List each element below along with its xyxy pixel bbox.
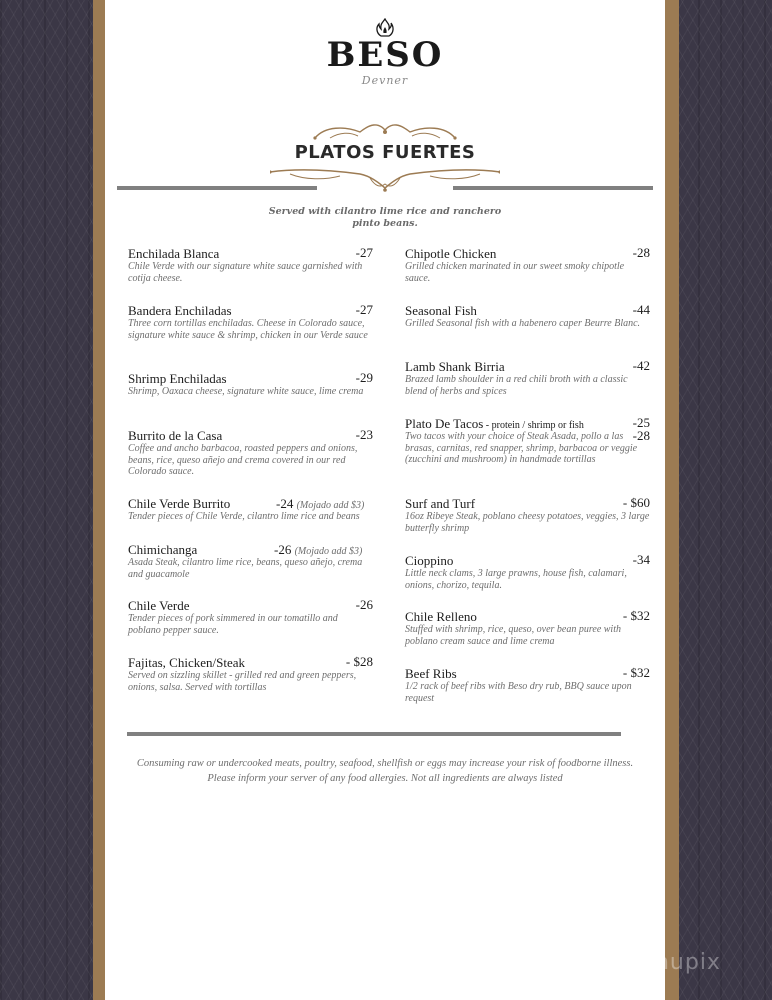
item-description: Tender pieces of Chile Verde, cilantro lime rice and beans xyxy=(128,511,360,522)
menu-item xyxy=(128,303,373,341)
section-subtitle: Served with cilantro lime rice and ranchero pinto beans. xyxy=(268,206,502,229)
item-price: -24 xyxy=(276,496,294,511)
notice-line-2: Please inform your server of any food allergies. Not all ingredients are always listed xyxy=(207,773,563,784)
item-name: Seasonal Fish xyxy=(405,303,477,318)
menu-item xyxy=(405,496,650,534)
item-name: Fajitas, Chicken/Steak xyxy=(128,655,245,670)
item-description: Two tacos with your choice of Steak Asada, pollo a las brasas, carnitas, red snapper, shrimp, barbacoa or veggie (zucchini and mushroom) in handmade tortillas xyxy=(405,431,638,465)
item-name: Lamb Shank Birria xyxy=(405,359,505,374)
item-description: Tender pieces of pork simmered in our tomatillo and poblano pepper sauce. xyxy=(128,613,338,636)
item-name: Bandera Enchiladas xyxy=(128,303,232,318)
menu-item xyxy=(128,428,373,478)
item-description: Coffee and ancho barbacoa, roasted peppers and onions, beans, rice, queso añejo and crema covered in our red Colorado sauce. xyxy=(128,443,358,477)
item-name: Chimichanga xyxy=(128,542,198,557)
menu-item xyxy=(405,553,650,591)
brand-subtitle: Devner xyxy=(361,74,409,87)
menu-item xyxy=(128,246,373,284)
item-name: Burrito de la Casa xyxy=(128,428,223,443)
brand-name: BESO xyxy=(326,35,444,75)
item-name: Enchilada Blanca xyxy=(128,246,220,261)
allergy-notice xyxy=(115,756,655,786)
item-price-with-option xyxy=(276,496,364,512)
item-name xyxy=(405,416,584,432)
notice-line-1: Consuming raw or undercooked meats, poultry, seafood, shellfish or eggs may increase your risk of foodborne illness. xyxy=(136,758,634,769)
brand-logo xyxy=(105,18,665,87)
item-description: Stuffed with shrimp, rice, queso, over bean puree with poblano cream sauce and lime crema xyxy=(405,624,621,647)
item-description: Brazed lamb shoulder in a red chili broth with a classic blend of herbs and spices xyxy=(405,374,628,397)
right-pattern-panel xyxy=(676,0,772,1000)
item-name: Chipotle Chicken xyxy=(405,246,497,261)
item-name: Chile Verde Burrito xyxy=(128,496,231,511)
section-title: PLATOS FUERTES xyxy=(294,142,476,163)
menu-item xyxy=(405,609,650,647)
item-description: Three corn tortillas enchiladas. Cheese in Colorado sauce, signature white sauce & shrimp, chicken in our Verde sauce xyxy=(128,318,368,341)
item-name: Cioppino xyxy=(405,553,454,568)
item-description: Grilled Seasonal fish with a habenero caper Beurre Blanc. xyxy=(405,318,641,329)
item-option-note: (Mojado add $3) xyxy=(296,500,365,511)
item-description: Served on sizzling skillet - grilled red and green peppers, onions, salsa. Served with tortillas xyxy=(128,670,357,693)
item-price: -29 xyxy=(355,370,373,385)
item-price: -34 xyxy=(632,552,650,567)
item-name: Chile Relleno xyxy=(405,609,477,624)
item-name: Shrimp Enchiladas xyxy=(128,371,227,386)
item-price: -27 xyxy=(355,245,373,260)
ornament-top-icon xyxy=(270,120,500,142)
menu-item xyxy=(405,416,650,466)
item-price-alt: -28 xyxy=(632,428,650,443)
item-price: - $28 xyxy=(345,654,373,669)
item-price: -27 xyxy=(355,302,373,317)
item-price-with-option xyxy=(274,542,362,558)
menu-page xyxy=(105,0,665,1000)
footer-rule xyxy=(127,732,621,736)
item-description: Shrimp, Oaxaca cheese, signature white sauce, lime crema xyxy=(128,386,364,397)
item-price: -26 xyxy=(355,597,373,612)
menu-item xyxy=(128,496,373,523)
header-rule-left xyxy=(117,186,317,190)
menu-item xyxy=(128,542,373,580)
item-description: Asada Steak, cilantro lime rice, beans, queso añejo, crema and guacamole xyxy=(128,557,363,580)
item-price: -25 xyxy=(632,415,650,430)
item-price: -44 xyxy=(632,302,650,317)
watermark: menupix xyxy=(618,950,721,975)
menu-item xyxy=(405,246,650,284)
menu-item xyxy=(128,598,373,636)
item-price: -42 xyxy=(632,358,650,373)
item-price: - $60 xyxy=(622,495,650,510)
item-description: Grilled chicken marinated in our sweet smoky chipotle sauce. xyxy=(405,261,625,284)
item-description: Chile Verde with our signature white sauce garnished with cotija cheese. xyxy=(128,261,363,284)
item-name: Chile Verde xyxy=(128,598,190,613)
right-gold-border xyxy=(665,0,679,1000)
item-name: Beef Ribs xyxy=(405,666,457,681)
item-name: Surf and Turf xyxy=(405,496,476,511)
item-name-note: - protein / shrimp or fish xyxy=(483,420,584,431)
item-description: Little neck clams, 3 large prawns, house fish, calamari, onions, chorizo, tequila. xyxy=(405,568,627,591)
menu-item xyxy=(128,655,373,693)
menu-item xyxy=(405,359,650,397)
menu-item xyxy=(405,666,650,704)
item-price-pair xyxy=(633,416,650,442)
header-rule-right xyxy=(453,186,653,190)
item-option-note: (Mojado add $3) xyxy=(294,546,363,557)
item-price: -28 xyxy=(632,245,650,260)
menu-item xyxy=(405,303,650,330)
item-price: -26 xyxy=(274,542,292,557)
item-name-main: Plato De Tacos xyxy=(405,416,484,431)
item-description: 1/2 rack of beef ribs with Beso dry rub, BBQ sauce upon request xyxy=(405,681,632,704)
menu-item xyxy=(128,371,373,398)
item-description: 16oz Ribeye Steak, poblano cheesy potatoes, veggies, 3 large butterfly shrimp xyxy=(405,511,650,534)
item-price: - $32 xyxy=(622,665,650,680)
item-price: -23 xyxy=(355,427,373,442)
item-price: - $32 xyxy=(622,608,650,623)
left-pattern-panel xyxy=(0,0,100,1000)
